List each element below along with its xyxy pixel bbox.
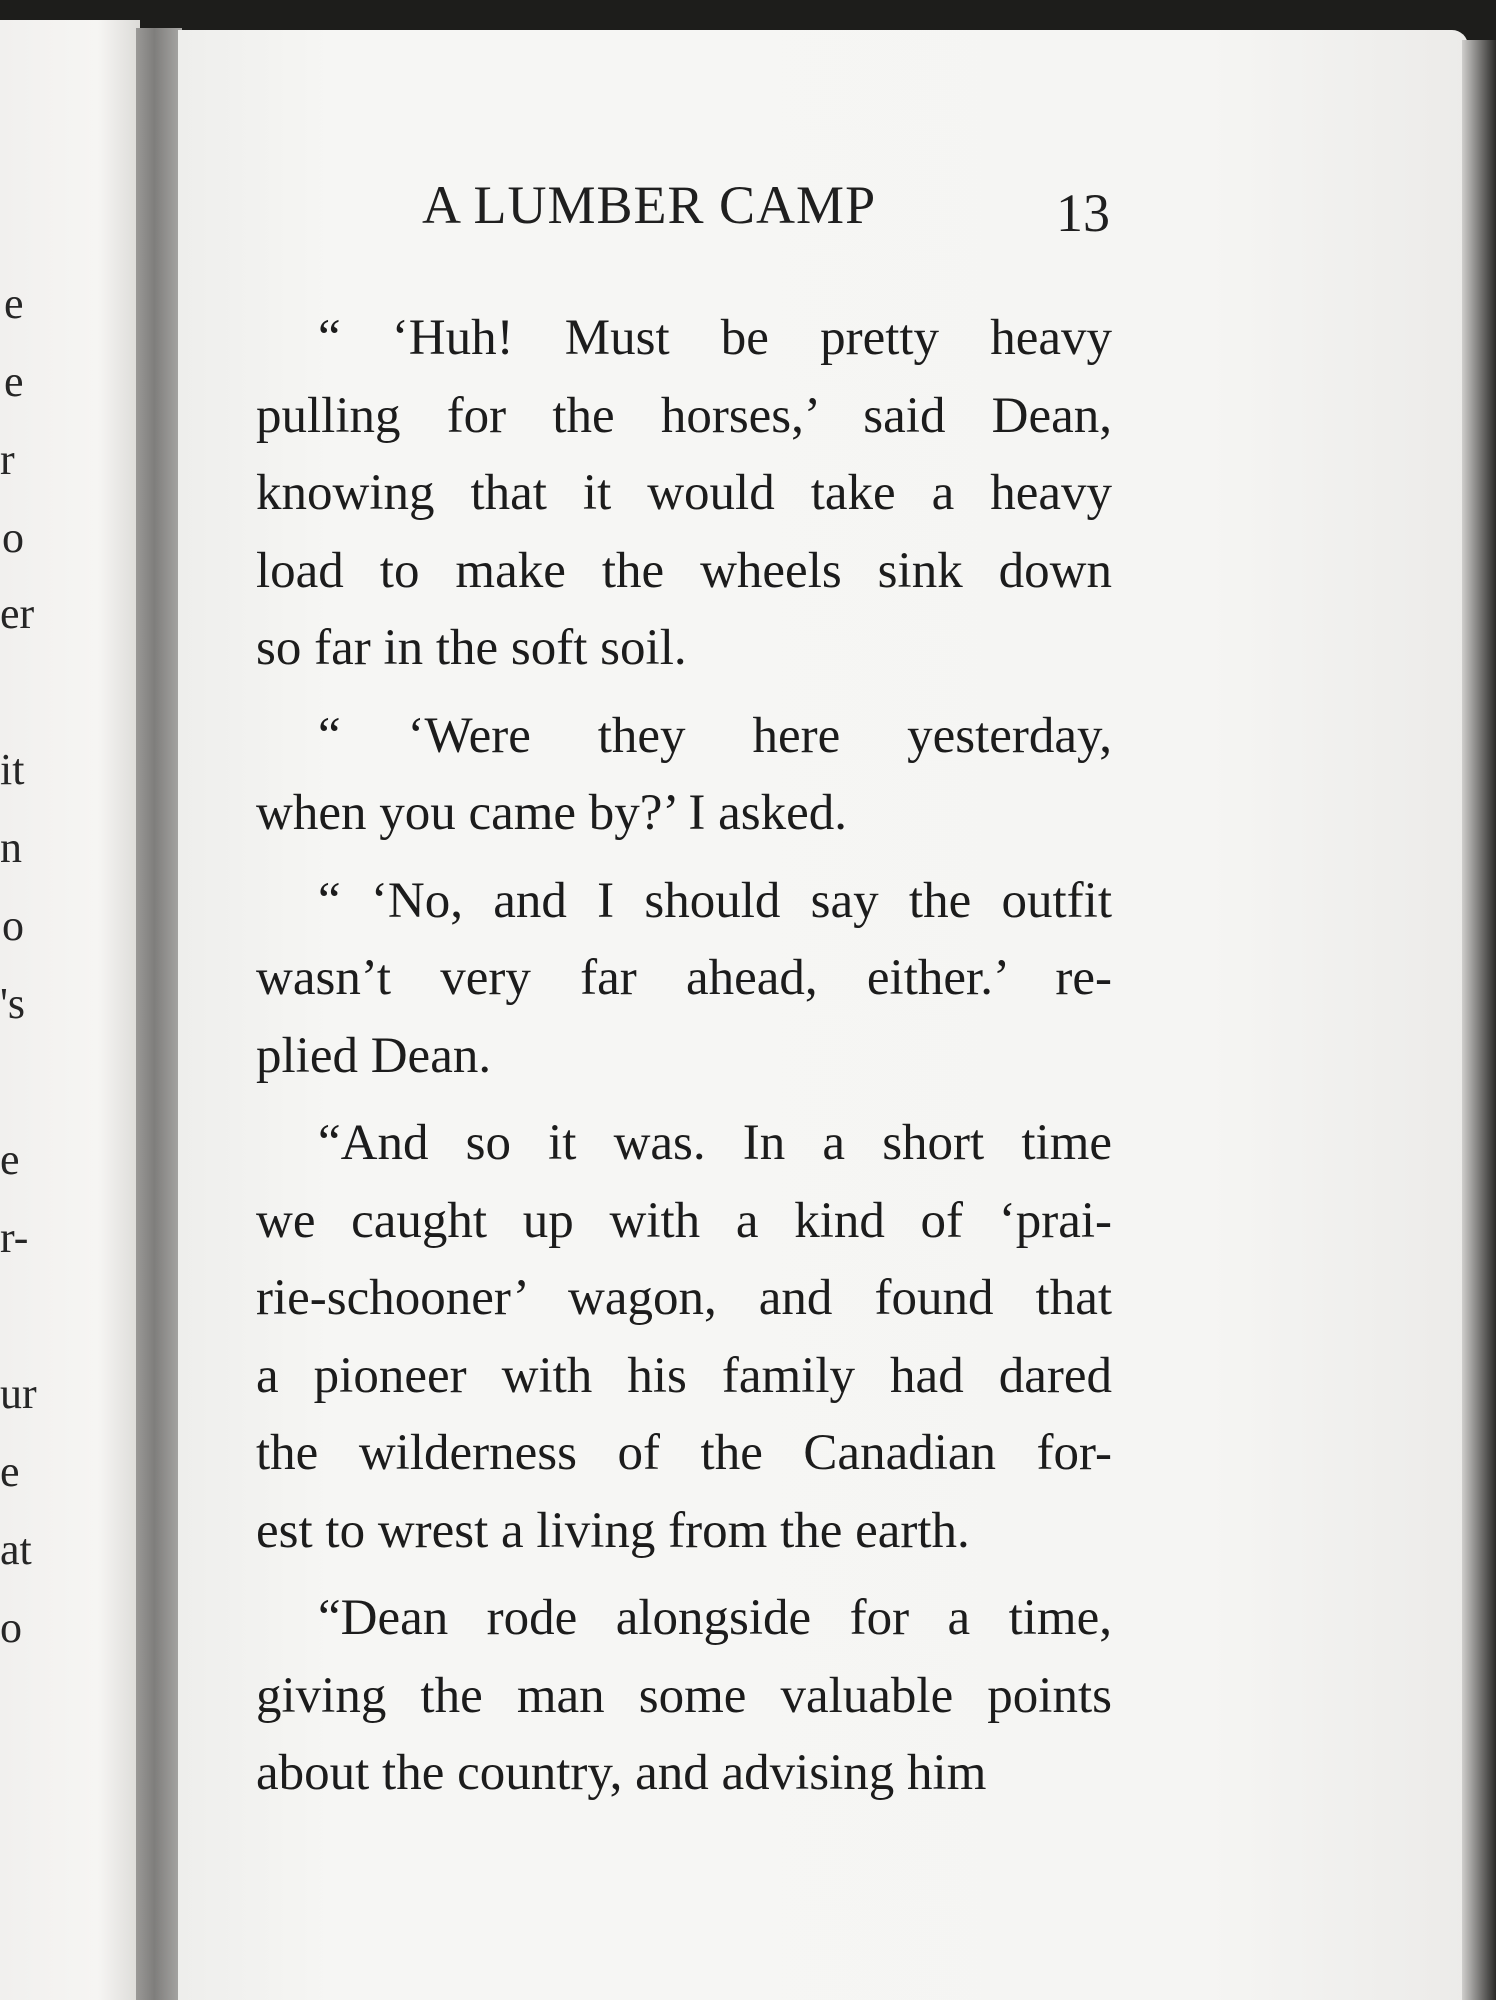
left-page-fragment: e [0,1135,20,1184]
left-page-fragment: er [0,589,35,638]
text-line: est to wrest a living from the earth. [256,1502,970,1559]
paragraph [256,1105,1112,1570]
page-number: 13 [1056,183,1110,243]
left-page-fragment: o [2,513,24,562]
left-page-fragment: o [2,901,24,950]
left-page-fragment: n [0,823,22,872]
text-line: load to make the wheels sink down [256,542,1112,599]
paragraph [256,300,1112,688]
text-line: we caught up with a kind of ‘prai- [256,1192,1112,1249]
text-line: about the country, and advising him [256,1745,987,1801]
text-line: wasn’t very far ahead, either.’ re- [256,950,1112,1006]
body-text [256,300,1112,1823]
left-page-fragment: e [4,279,24,328]
text-line: plied Dean. [256,1027,492,1084]
text-line: when you came by?’ I asked. [256,785,847,841]
left-page-fragment: ur [0,1369,37,1418]
left-page-fragment: o [0,1603,22,1652]
text-line: pulling for the horses,’ said Dean, [256,387,1112,444]
text-line: so far in the soft soil. [256,620,687,676]
text-line: a pioneer with his family had dared [256,1347,1112,1404]
text-line: “ ‘Were they here yesterday, [318,707,1112,764]
left-page-fragment: r [0,435,15,484]
text-line: “Dean rode alongside for a time, [318,1590,1112,1646]
book-gutter [136,28,182,2000]
text-line: “And so it was. In a short time [318,1115,1112,1171]
text-line: the wilderness of the Canadian for- [256,1425,1112,1481]
paragraph [256,863,1112,1096]
left-page-fragment: e [0,1447,20,1496]
paragraph [256,698,1112,853]
text-line: “ ‘Huh! Must be pretty heavy [318,310,1112,366]
left-page-fragment: 's [0,979,26,1028]
left-page-fragment: it [0,745,25,794]
previous-page-edge [0,20,140,2000]
text-line: giving the man some valuable points [256,1667,1112,1724]
text-line: “ ‘No, and I should say the outfit [318,872,1112,929]
text-line: knowing that it would take a heavy [256,465,1112,521]
left-page-fragment: at [0,1525,32,1574]
text-line: rie-schooner’ wagon, and found that [256,1270,1112,1326]
left-page-fragment: r- [0,1213,29,1262]
page-edge-shadow [1462,40,1496,2000]
paragraph [256,1580,1112,1813]
running-head: A LUMBER CAMP [422,175,877,235]
left-page-fragment: e [4,357,24,406]
